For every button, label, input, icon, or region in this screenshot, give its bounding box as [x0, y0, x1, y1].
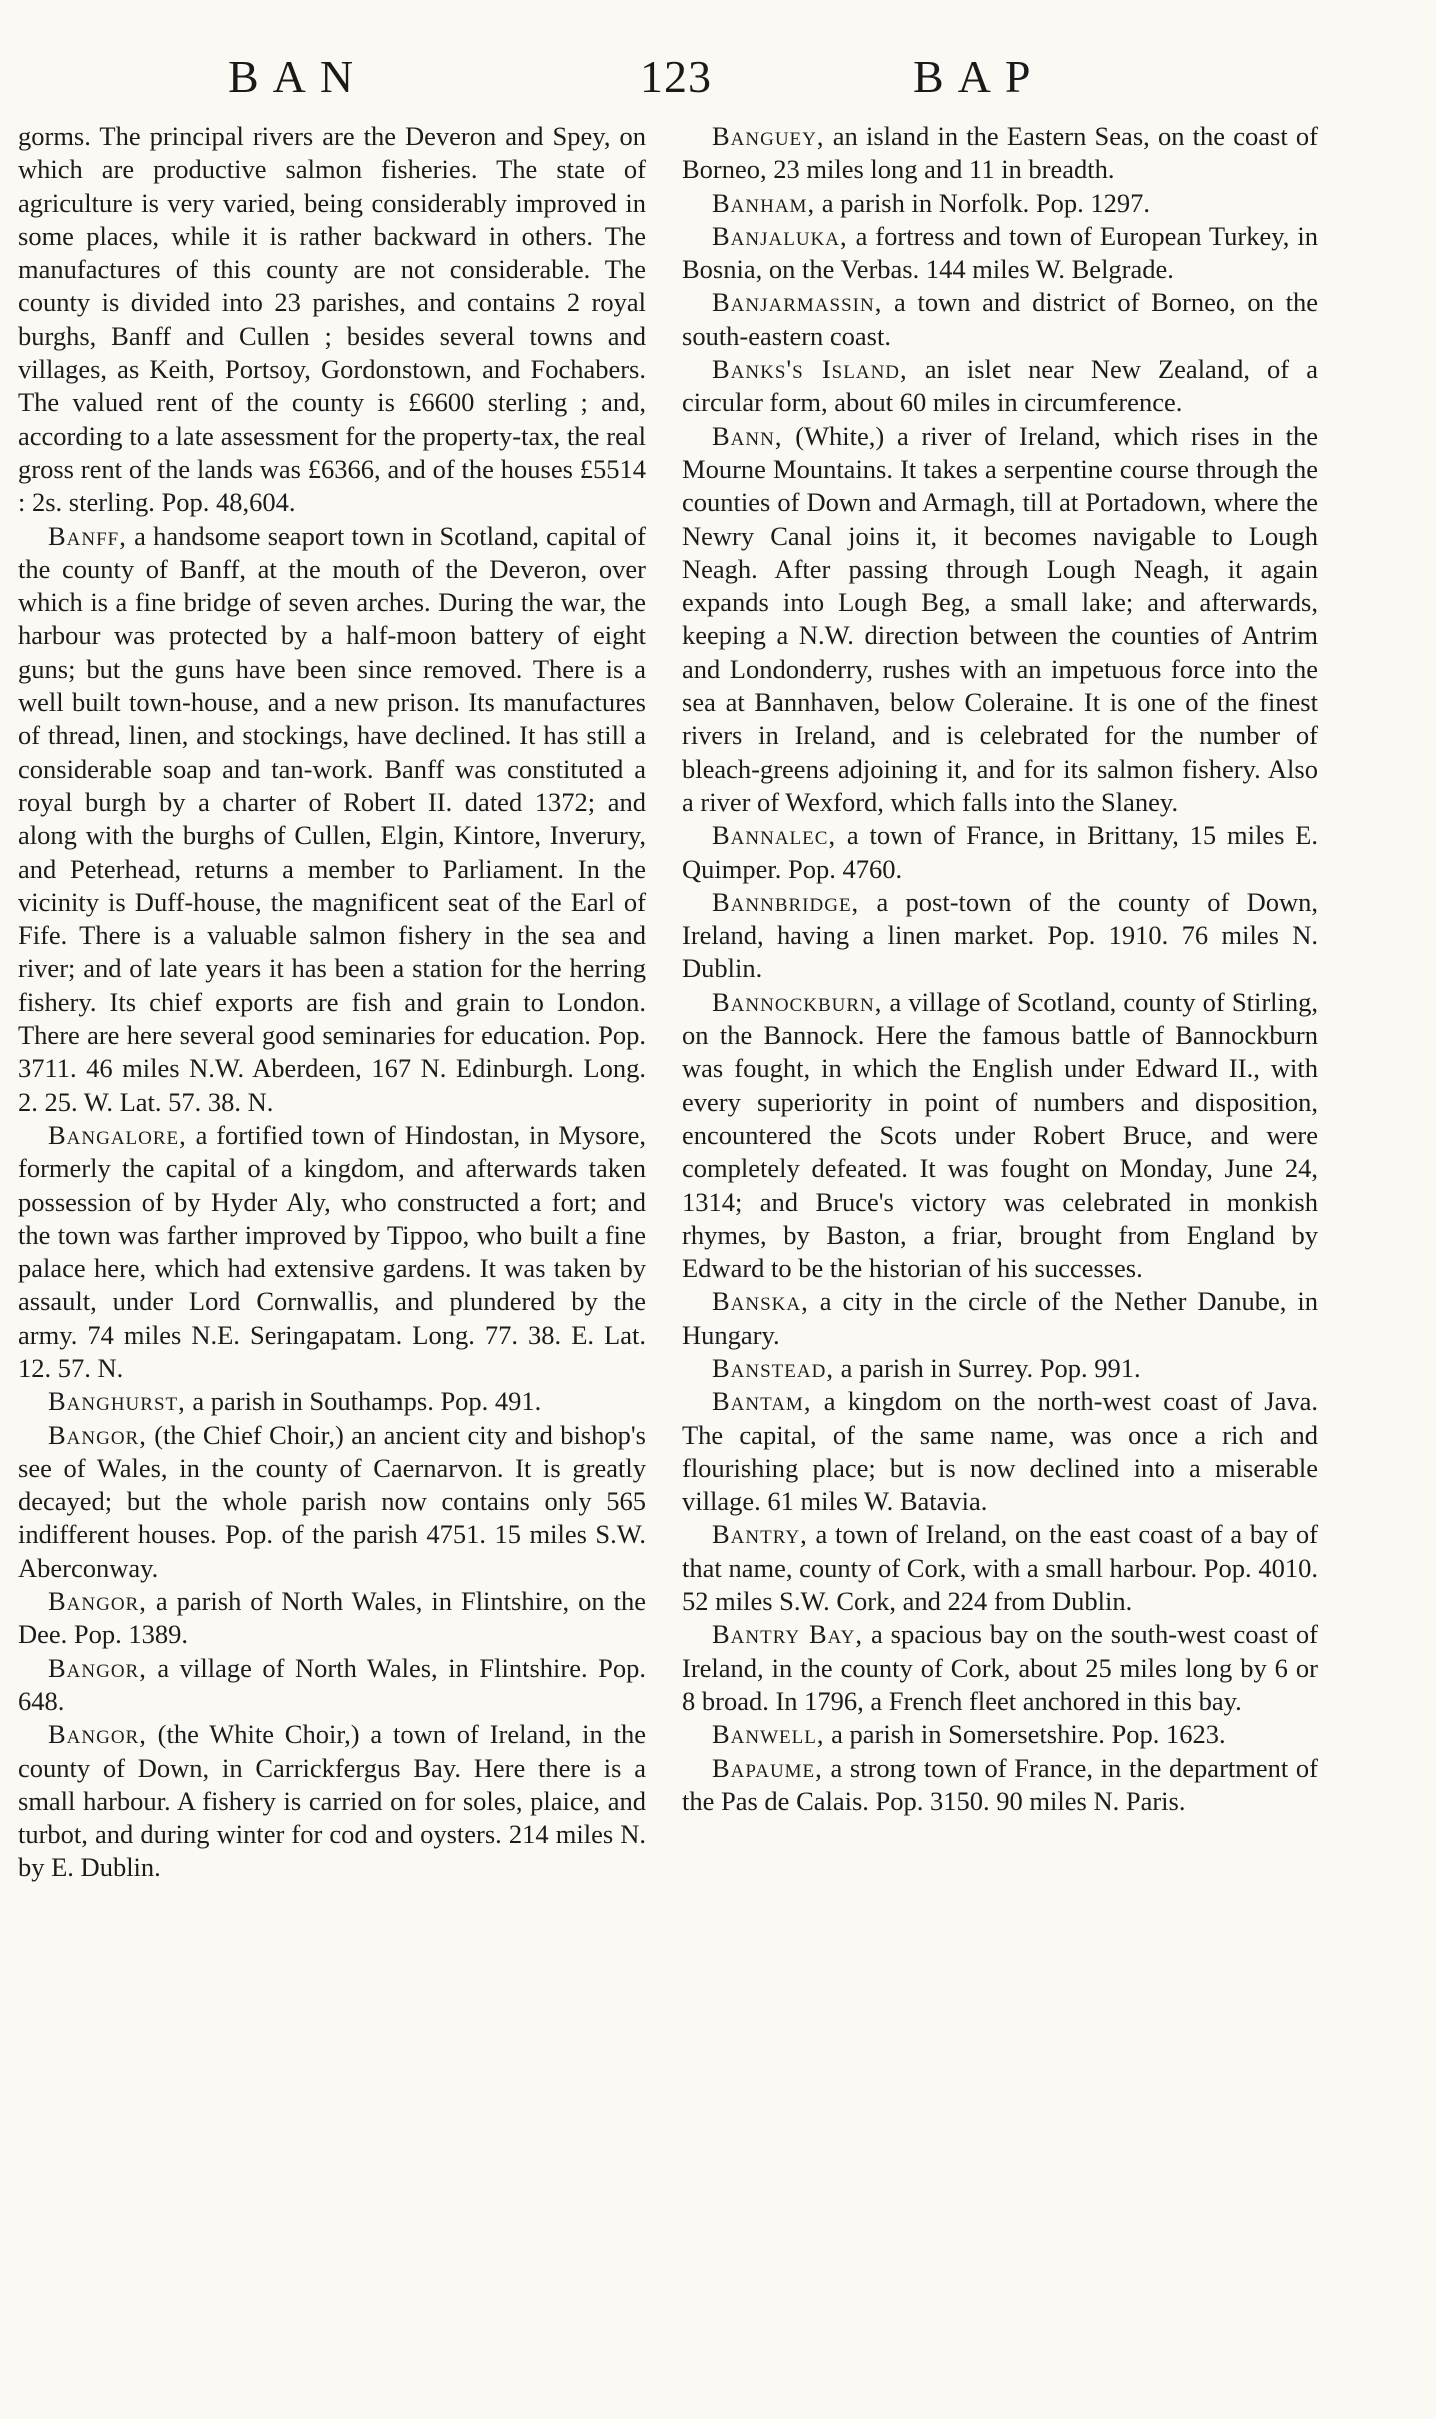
- entry-headword: Banjaluka,: [712, 220, 848, 251]
- entry-headword: Bantry,: [712, 1519, 808, 1550]
- entry: [682, 1752, 1318, 1819]
- entry-text: (the White Choir,) a town of Ireland, in the county of Down, in Carrickfergus Bay. Here there is a small harbour. A fishery is carried on for soles, plaice, and turbot, and during winter for cod and oysters. 214 miles N. by E. Dublin.: [18, 1719, 646, 1883]
- entry-text: a parish in Norfolk. Pop. 1297.: [815, 187, 1150, 218]
- entry-headword: Bann,: [712, 420, 783, 451]
- header-right-word: BAP: [913, 51, 1045, 102]
- entry: [18, 1419, 646, 1585]
- entry-text: a village of Scotland, county of Stirling, on the Bannock. Here the famous battle of Bannockburn was fought, in which the English under Edward II., with every superiority in point of numbers and disposition, encountered the Scots under Robert Bruce, and were completely defeated. It was fought on Monday, June 24, 1314; and Bruce's victory was celebrated in monkish rhymes, by Baston, a friar, brought from England by Edward to be the historian of his successes.: [682, 986, 1318, 1284]
- entry-headword: Banff,: [48, 520, 127, 551]
- entry-headword: Bannbridge,: [712, 886, 860, 917]
- entry-headword: Banguey,: [712, 121, 825, 151]
- right-column: [682, 120, 1318, 1818]
- entry-headword: Bannockburn,: [712, 986, 883, 1017]
- entry-text: a parish in Surrey. Pop. 991.: [833, 1352, 1141, 1383]
- entry-headword: Bangor,: [48, 1719, 147, 1750]
- left-column: [18, 120, 646, 1885]
- entry: [682, 986, 1318, 1286]
- entry-text: a spacious bay on the south-west coast of Ireland, in the county of Cork, about 25 miles long by 6 or 8 broad. In 1796, a French fleet anchored in this bay.: [682, 1619, 1318, 1716]
- entry: [682, 819, 1318, 886]
- entry: [682, 1718, 1318, 1751]
- entry-headword: Bangor,: [48, 1419, 147, 1450]
- entry-text: a town and district of Borneo, on the south-eastern coast.: [682, 287, 1318, 351]
- entry-headword: Bannalec,: [712, 820, 837, 851]
- entry-text: gorms. The principal rivers are the Deveron and Spey, on which are productive salmon fisheries. The state of agriculture is very varied, being considerably improved in some places, while it is rather backward in others. The manufactures of this county are not considerable. The county is divided into 23 parishes, and contains 2 royal burghs, Banff and Cullen ; besides several towns and villages, as Keith, Portsoy, Gordonstown, and Fochabers. The valued rent of the county is £6600 sterling ; and, according to a late assessment for the property-tax, the real gross rent of the lands was £6366, and of the houses £5514 : 2s. sterling. Pop. 48,604.: [18, 121, 646, 518]
- entry: [682, 187, 1318, 220]
- entry-headword: Bangalore,: [48, 1119, 187, 1150]
- entry-headword: Bapaume,: [712, 1752, 823, 1783]
- entry-text: a city in the circle of the Nether Danube, in Hungary.: [682, 1286, 1318, 1350]
- entry-headword: Banks's Island,: [712, 354, 908, 385]
- entry: [682, 1385, 1318, 1518]
- entry-headword: Banska,: [712, 1286, 809, 1317]
- entry: [682, 1618, 1318, 1718]
- entry-text: a post-town of the county of Down, Ireland, having a linen market. Pop. 1910. 76 miles N. Dublin.: [682, 886, 1318, 984]
- entry-text: (White,) a river of Ireland, which rises in the Mourne Mountains. It takes a serpentine course through the counties of Down and Armagh, till at Portadown, where the Newry Canal joins it, it becomes navigable to Lough Neagh. After passing through Lough Neagh, it again expands into Lough Beg, a small lake; and afterwards, keeping a N.W. direction between the counties of Antrim and Londonderry, rushes with an impetuous force into the sea at Bannhaven, below Coleraine. It is one of the finest rivers in Ireland, and is celebrated for the number of bleach-greens adjoining it, and for its salmon fishery. Also a river of Wexford, which falls into the Slaney.: [682, 420, 1318, 817]
- entry-text: an island in the Eastern Seas, on the coast of Borneo, 23 miles long and 11 in breadth.: [682, 121, 1318, 185]
- entry: [682, 120, 1318, 187]
- entry-text: a strong town of France, in the department of the Pas de Calais. Pop. 3150. 90 miles N. Paris.: [682, 1752, 1318, 1816]
- entry-headword: Banjarmassin,: [712, 287, 883, 318]
- entry: [18, 1718, 646, 1884]
- entry-headword: Banham,: [712, 187, 816, 218]
- entry: [682, 886, 1318, 986]
- page-number: 123: [640, 51, 712, 102]
- entry-text: (the Chief Choir,) an ancient city and bishop's see of Wales, in the county of Caernarvon. It is greatly decayed; but the whole parish now contains only 565 indifferent houses. Pop. of the parish 4751. 15 miles S.W. Aberconway.: [18, 1419, 646, 1583]
- header-left-word: BAN: [228, 51, 368, 102]
- entry: [682, 1285, 1318, 1352]
- entry: [18, 1119, 646, 1385]
- entry-text: a fortified town of Hindostan, in Mysore, formerly the capital of a kingdom, and afterwards taken possession of by Hyder Aly, who constructed a fort; and the town was farther improved by Tippoo, who built a fine palace here, which had extensive gardens. It was taken by assault, under Lord Cornwallis, and plundered by the army. 74 miles N.E. Seringapatam. Long. 77. 38. E. Lat. 12. 57. N.: [18, 1119, 646, 1383]
- entry: [682, 1352, 1318, 1385]
- entry: [682, 420, 1318, 820]
- entry-text: a kingdom on the north-west coast of Java. The capital, of the same name, was once a rich and flourishing place; but is now declined into a miserable village. 61 miles W. Batavia.: [682, 1386, 1318, 1517]
- entry: [682, 220, 1318, 287]
- entry-text: a town of France, in Brittany, 15 miles E. Quimper. Pop. 4760.: [682, 820, 1318, 884]
- entry-text: a handsome seaport town in Scotland, capital of the county of Banff, at the mouth of the Deveron, over which is a fine bridge of seven arches. During the war, the harbour was protected by a half-moon battery of eight guns; but the guns have been since removed. There is a well built town-house, and a new prison. Its manufactures of thread, linen, and stockings, have declined. It has still a considerable soap and tan-work. Banff was constituted a royal burgh by a charter of Robert II. dated 1372; and along with the burghs of Cullen, Elgin, Kintore, Inverury, and Peterhead, returns a member to Parliament. In the vicinity is Duff-house, the magnificent seat of the Earl of Fife. There is a valuable salmon fishery in the sea and river; and of late years it has been a station for the herring fishery. Its chief exports are fish and grain to London. There are here several good seminaries for education. Pop. 3711. 46 miles N.W. Aberdeen, 167 N. Edinburgh. Long. 2. 25. W. Lat. 57. 38. N.: [18, 520, 646, 1117]
- entry: [682, 353, 1318, 420]
- entry-headword: Bangor,: [48, 1586, 147, 1617]
- entry-headword: Bangor,: [48, 1652, 147, 1683]
- entry: [18, 1385, 646, 1418]
- entry-text: an islet near New Zealand, of a circular form, about 60 miles in circumference.: [682, 354, 1318, 418]
- entry: [18, 520, 646, 1119]
- entry-headword: Bantry Bay,: [712, 1619, 864, 1650]
- entry-text: a village of North Wales, in Flintshire. Pop. 648.: [18, 1652, 646, 1716]
- entry-text: a town of Ireland, on the east coast of a bay of that name, county of Cork, with a small harbour. Pop. 4010. 52 miles S.W. Cork, and 224 from Dublin.: [682, 1519, 1318, 1617]
- running-header: [0, 50, 1436, 110]
- entry-text: a parish of North Wales, in Flintshire, on the Dee. Pop. 1389.: [18, 1586, 646, 1650]
- entry-headword: Bantam,: [712, 1386, 812, 1417]
- entry-text: a parish in Somersetshire. Pop. 1623.: [824, 1719, 1226, 1750]
- entry: [682, 286, 1318, 353]
- entry: [18, 1652, 646, 1719]
- entry: [18, 120, 646, 520]
- entry-text: a parish in Southamps. Pop. 491.: [185, 1386, 542, 1417]
- entry-headword: Banwell,: [712, 1719, 825, 1750]
- entry-text: a fortress and town of European Turkey, in Bosnia, on the Verbas. 144 miles W. Belgrade.: [682, 220, 1318, 285]
- entry: [18, 1585, 646, 1652]
- entry-headword: Banstead,: [712, 1352, 834, 1383]
- entry: [682, 1518, 1318, 1618]
- entry-headword: Banghurst,: [48, 1386, 186, 1417]
